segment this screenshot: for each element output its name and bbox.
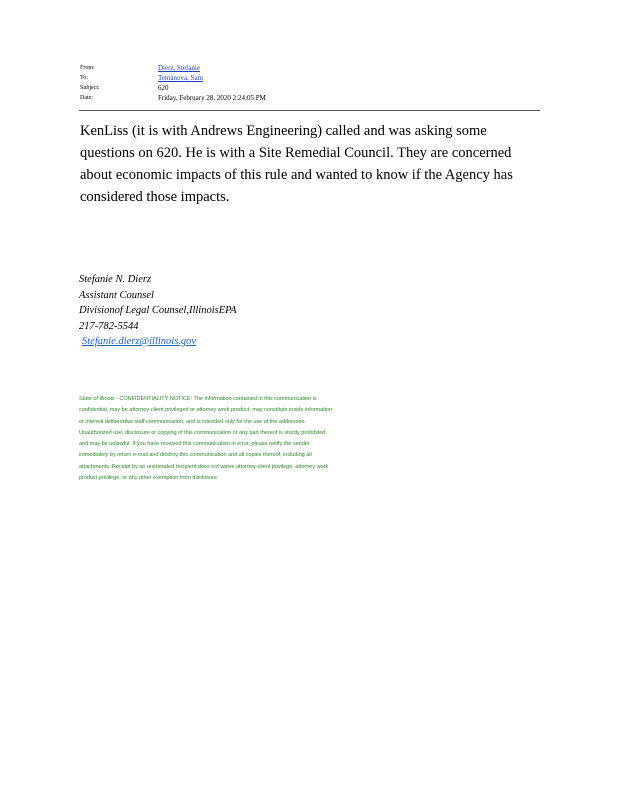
email-header [80, 63, 560, 103]
notice-line: product privilege, or any other exemption from disclosure. [79, 475, 219, 482]
subject-value: 620 [158, 84, 169, 92]
message-paragraph: KenLiss (it is with Andrews Engineering) called and was asking some questions on 620. He is with a Site Remedial Council. They are concerned about economic impacts of this rule and wanted to know if the Agency has considered those impacts. [80, 123, 513, 205]
confidentiality-notice [79, 394, 354, 484]
signature-email-link[interactable]: Stefanie.dierz@illinois.gov [82, 336, 197, 347]
from-label: From: [80, 65, 95, 71]
header-date-row [80, 93, 560, 103]
header-subject-row [80, 83, 560, 93]
signature-phone: 217-782-5544 [79, 320, 139, 332]
signature-block [79, 272, 237, 350]
to-label: To: [80, 75, 88, 81]
notice-line: State of Illinois - CONFIDENTIALITY NOTICE: The information contained in this communication is [79, 396, 317, 402]
header-divider [79, 110, 540, 111]
notice-line: and may be unlawful. If you have received this communication in error, please notify the sender [79, 441, 310, 448]
notice-line: Unauthorized use, disclosure or copying of this communication or any part thereof is strictly prohibited [79, 429, 326, 436]
message-body [80, 120, 532, 208]
subject-label: Subject: [80, 85, 100, 91]
notice-line: confidential, may be attorney-client privileged or attorney work product, may constitute inside information [79, 407, 333, 414]
signature-title: Assistant Counsel [79, 289, 154, 301]
date-label: Date: [80, 95, 93, 101]
header-from-row [80, 63, 560, 73]
header-to-row [80, 73, 560, 83]
notice-line: or internal deliberative staff communication, and is intended only for the use of the addressee. [79, 418, 307, 425]
date-value: Friday, February 28, 2020 2:24:05 PM [158, 94, 266, 102]
notice-line: immediately by return e-mail and destroy this communication and all copies thereof, including all [79, 452, 312, 459]
from-value[interactable]: Dierz, Stefanie [158, 64, 200, 72]
signature-division: Divisionof Legal Counsel,IllinoisEPA [79, 305, 237, 316]
to-value[interactable]: Temanova, Sam [158, 74, 203, 82]
notice-line: attachments. Receipt by an unintended recipient does not waive attorney-client privilege, attorney work [79, 463, 329, 470]
signature-name: Stefanie N. Dierz [79, 274, 152, 285]
